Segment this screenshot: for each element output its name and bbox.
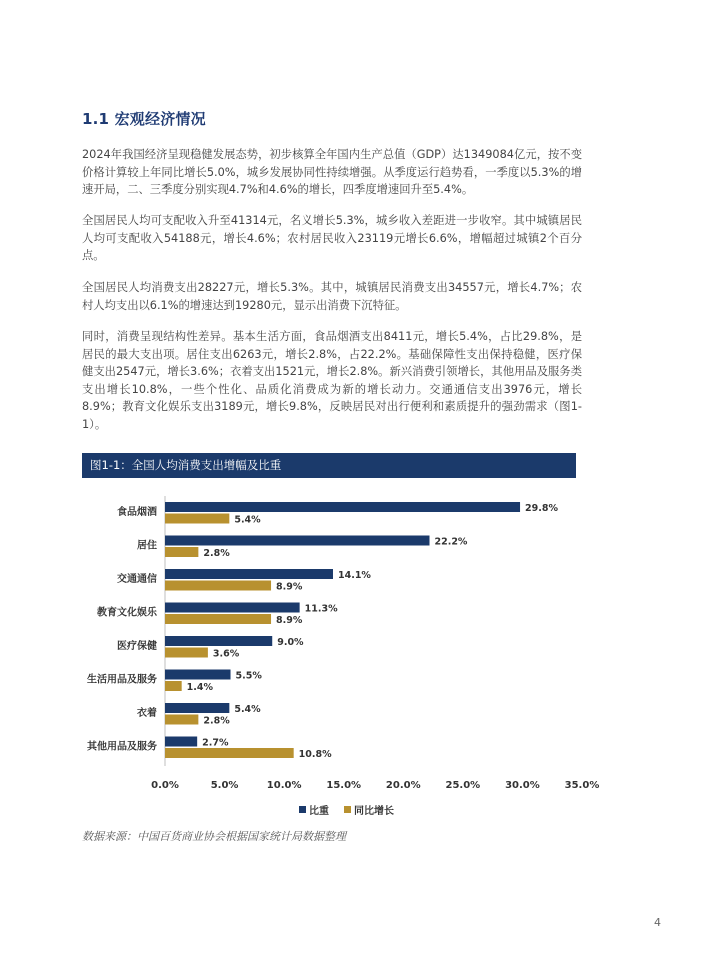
data-label: 8.9% xyxy=(276,615,303,626)
data-label: 5.4% xyxy=(234,514,261,526)
x-tick-label: 25.0% xyxy=(445,780,481,791)
bar-growth xyxy=(165,581,271,591)
legend-label: 同比增长 xyxy=(354,806,394,817)
legend-swatch xyxy=(299,806,306,813)
page-number: 4 xyxy=(654,916,661,929)
paragraph-structure: 同时，消费呈现结构性差异。基本生活方面，食品烟酒支出8411元，增长5.4%，占比29.8%，是居民的最大支出项。居住支出6263元，增长2.8%，占22.2%。基础保障性支出保持稳健，医疗保健支出2547元，增长3.6%；衣着支出1521元，增长2.8%。新兴消费引领增长，其他用品及服务类支出增长10.8%，一些个性化、品质化消费成为新的增长动力。交通通信支出3976元，增长8.9%；教育文化娱乐支出3189元，增长9.8%，反映居民对出行便利和素质提升的强劲需求（图1-1）。 xyxy=(82,330,582,431)
category-label: 医疗保健 xyxy=(117,641,157,652)
x-tick-label: 20.0% xyxy=(385,780,421,791)
category-label: 食品烟酒 xyxy=(117,507,157,518)
data-label: 29.8% xyxy=(525,503,559,514)
data-label: 9.0% xyxy=(277,637,304,648)
data-label: 11.3% xyxy=(304,603,338,615)
data-label: 14.1% xyxy=(337,570,371,581)
bar-share xyxy=(165,703,229,713)
x-tick-label: 0.0% xyxy=(151,780,179,791)
bar-chart xyxy=(72,490,612,820)
category-label: 教育文化娱乐 xyxy=(97,607,157,619)
bar-share xyxy=(165,670,231,680)
bar-growth xyxy=(165,514,229,524)
data-label: 22.2% xyxy=(434,536,468,548)
legend-swatch xyxy=(344,806,351,813)
category-label: 衣着 xyxy=(137,708,157,719)
data-label: 2.8% xyxy=(203,715,230,727)
bar-share xyxy=(165,536,429,546)
bar-growth xyxy=(165,748,294,758)
paragraph-consumption: 全国居民人均消费支出28227元，增长5.3%。其中，城镇居民消费支出34557元，增长4.7%；农村人均支出以6.1%的增速达到19280元，显示出消费下沉特征。 xyxy=(82,281,582,312)
bar-share xyxy=(165,569,333,579)
bar-growth xyxy=(165,614,271,624)
data-label: 10.8% xyxy=(298,749,332,760)
data-label: 5.5% xyxy=(235,670,262,682)
bar-growth xyxy=(165,648,208,658)
data-label: 1.4% xyxy=(186,682,214,693)
paragraph-income: 全国居民人均可支配收入升至41314元，名义增长5.3%，城乡收入差距进一步收窄。其中城镇居民人均可支配收入54188元，增长4.6%；农村居民收入23119元增长6.6%，增幅超过城镇2个百分点。 xyxy=(82,214,582,262)
category-label: 居住 xyxy=(137,540,157,552)
bar-growth xyxy=(165,681,182,691)
bar-share xyxy=(165,603,300,613)
paragraph-gdp: 2024年我国经济呈现稳健发展态势，初步核算全年国内生产总值（GDP）达1349084亿元，按不变价格计算较上年同比增长5.0%，城乡发展协同性持续增强。从季度运行趋势看，一季度以5.3%的增速开局，二、三季度分别实现4.7%和4.6%的增长，四季度增速回升至5.4%。 xyxy=(82,148,582,196)
bar-share xyxy=(165,636,272,646)
category-label: 交通通信 xyxy=(117,574,157,585)
bar-growth xyxy=(165,715,198,725)
data-label: 2.7% xyxy=(202,737,229,749)
figure-title-bar: 图1-1：全国人均消费支出增幅及比重 xyxy=(82,453,576,478)
category-label: 其他用品及服务 xyxy=(87,741,157,753)
x-tick-label: 35.0% xyxy=(564,780,600,791)
section-title: 1.1 宏观经济情况 xyxy=(82,110,206,128)
data-label: 2.8% xyxy=(203,548,230,559)
x-tick-label: 5.0% xyxy=(210,780,239,791)
bar-share xyxy=(165,502,520,512)
data-source-note: 数据来源：中国百货商业协会根据国家统计局数据整理 xyxy=(82,830,346,843)
x-tick-label: 10.0% xyxy=(266,780,302,791)
legend-label: 比重 xyxy=(309,806,329,817)
x-tick-label: 15.0% xyxy=(326,780,362,791)
data-label: 8.9% xyxy=(276,581,303,593)
bar-share xyxy=(165,737,197,747)
bar-growth xyxy=(165,547,198,557)
category-label: 生活用品及服务 xyxy=(87,674,157,686)
data-label: 5.4% xyxy=(234,704,261,715)
x-tick-label: 30.0% xyxy=(505,780,540,791)
data-label: 3.6% xyxy=(212,648,240,660)
